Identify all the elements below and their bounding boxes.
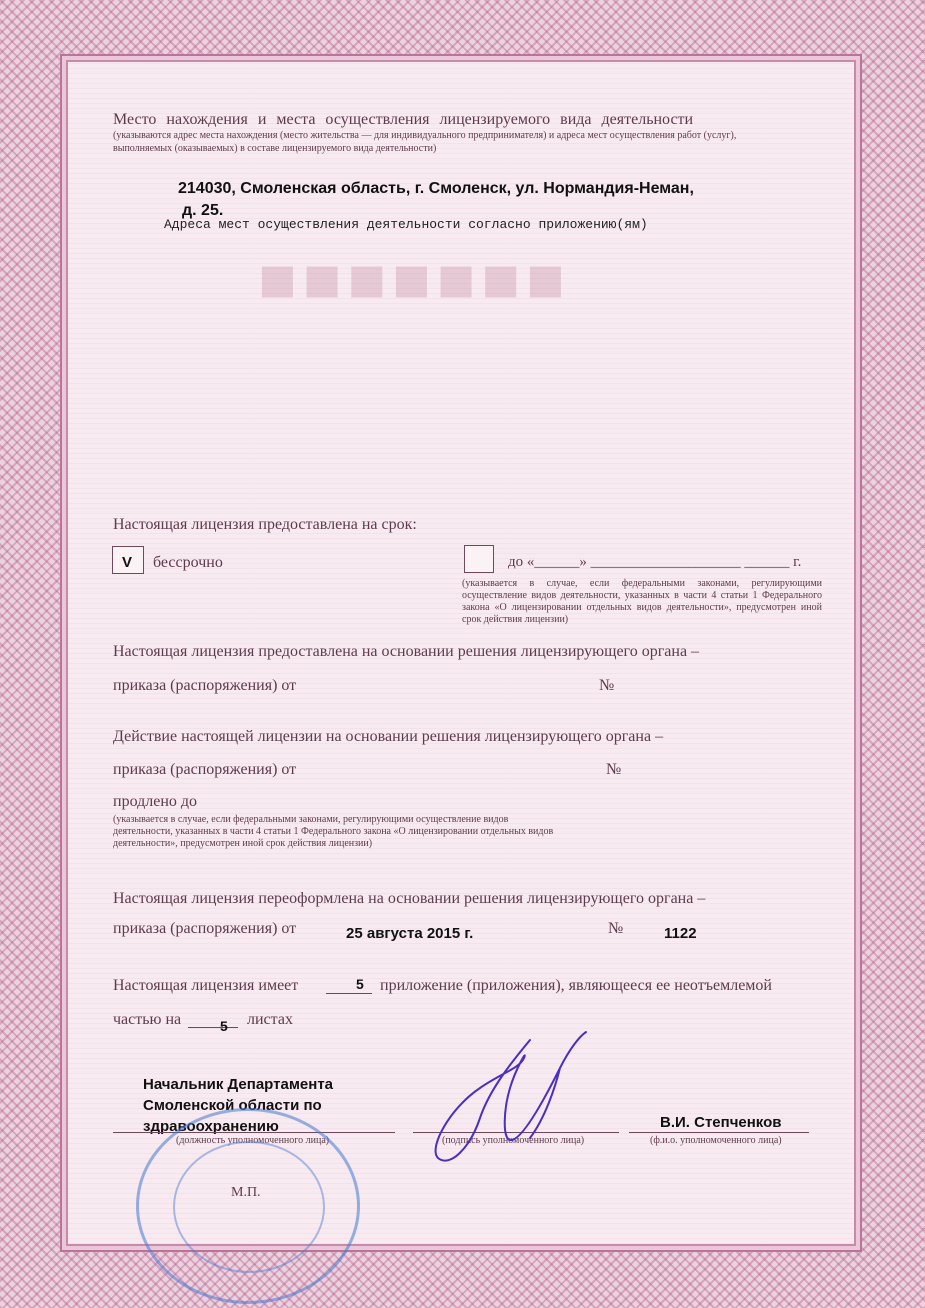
extended-until-label: продлено до xyxy=(113,793,198,810)
watermark-title: ■■■■■■■ xyxy=(258,243,571,315)
signer-name: В.И. Степченков xyxy=(660,1114,782,1131)
position-line-1: Начальник Департамента xyxy=(143,1076,334,1093)
appendices-text-after: приложение (приложения), являющееся ее неотъемлемой xyxy=(380,977,772,994)
seal-stamp xyxy=(136,1108,360,1304)
location-note-1: (указываются адрес места нахождения (место жительства — для индивидуального предпринимателя) и адреса мест осуществления работ (услуг), xyxy=(113,130,737,141)
until-note: (указывается в случае, если федеральными законами, регулирующими осуществление видов деятельности, указанных в части 4 статьи 1 Федерального закона «О лицензировании отдельных видов деятельности», предусмотрен иной срок действия лицензии) xyxy=(462,578,822,625)
address-line-2: д. 25. xyxy=(182,202,224,219)
sheets-text-before: частью на xyxy=(113,1011,182,1028)
reissue-number-label: № xyxy=(608,920,624,937)
signature-note: (подпись уполномоченного лица) xyxy=(442,1135,585,1146)
position-line-2: Смоленской области по xyxy=(143,1097,322,1114)
reissue-title: Настоящая лицензия переоформлена на основании решения лицензирующего органа – xyxy=(113,890,706,907)
indefinite-label: бессрочно xyxy=(153,554,223,571)
extension-number-label: № xyxy=(606,761,622,778)
address-line-1: 214030, Смоленская область, г. Смоленск, ул. Нормандия-Неман, xyxy=(178,180,694,197)
reissue-order-label: приказа (распоряжения) от xyxy=(113,920,297,937)
sheets-count: 5 xyxy=(220,1018,228,1034)
appendices-text-before: Настоящая лицензия имеет xyxy=(113,977,299,994)
location-note-2: выполняемых (оказываемых) в составе лицензируемого вида деятельности) xyxy=(113,143,437,154)
indefinite-check-mark: V xyxy=(122,554,133,571)
indefinite-checkbox xyxy=(112,546,144,574)
position-line-3: здравоохранению xyxy=(143,1118,279,1135)
extension-note: (указывается в случае, если федеральными законами, регулирующими осуществление видов деятельности, указанных в части 4 статьи 1 Федерального закона «О лицензировании отдельных видов деятельности», предусмотрен иной срок действия лицензии) xyxy=(113,814,554,849)
stamp-label: М.П. xyxy=(231,1185,261,1200)
location-title: Место нахождения и места осуществления лицензируемого вида деятельности xyxy=(113,111,694,128)
name-line xyxy=(629,1132,809,1133)
reissue-date: 25 августа 2015 г. xyxy=(346,925,474,942)
extension-title: Действие настоящей лицензии на основании решения лицензирующего органа – xyxy=(113,728,664,745)
until-label: до «______» ____________________ ______ г. xyxy=(508,554,802,570)
seal-inner-ring xyxy=(173,1141,325,1273)
basis-number-label: № xyxy=(599,677,615,694)
position-note: (должность уполномоченного лица) xyxy=(176,1135,330,1146)
appendices-count: 5 xyxy=(356,976,364,992)
term-title: Настоящая лицензия предоставлена на срок: xyxy=(113,516,417,533)
appendices-count-line xyxy=(326,993,372,994)
until-checkbox xyxy=(464,545,494,573)
sheets-count-line xyxy=(188,1027,238,1028)
sheets-text-after: листах xyxy=(247,1011,293,1028)
reissue-number: 1122 xyxy=(664,925,697,942)
extension-order-label: приказа (распоряжения) от xyxy=(113,761,297,778)
basis-title: Настоящая лицензия предоставлена на основании решения лицензирующего органа – xyxy=(113,643,700,660)
name-note: (ф.и.о. уполномоченного лица) xyxy=(650,1135,782,1146)
appendix-address-note: Адреса мест осуществления деятельности согласно приложению(ям) xyxy=(164,217,648,232)
handwritten-signature xyxy=(420,1028,620,1178)
basis-order-label: приказа (распоряжения) от xyxy=(113,677,297,694)
